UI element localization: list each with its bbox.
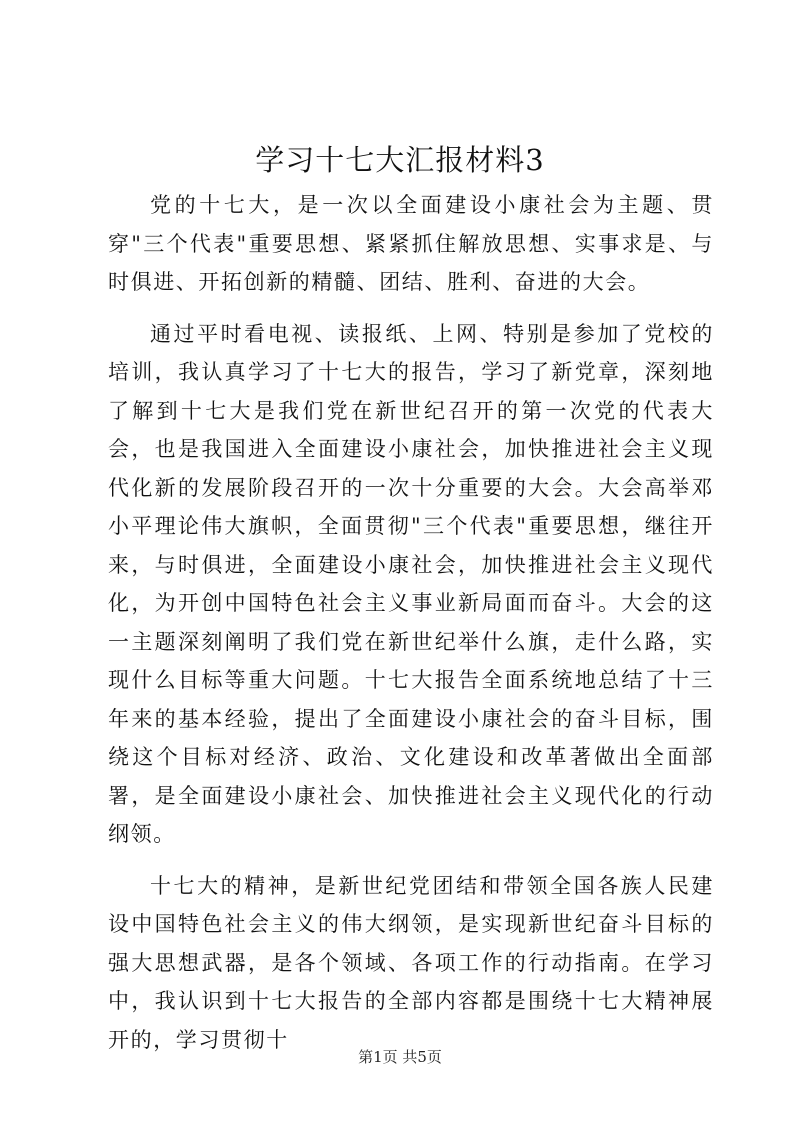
paragraph-1: 党的十七大，是一次以全面建设小康社会为主题、贯穿"三个代表"重要思想、紧紧抓住解放思想、实事求是、与时俱进、开拓创新的精髓、团结、胜利、奋进的大会。	[108, 193, 714, 294]
document-body	[108, 186, 714, 1072]
paragraph-2: 通过平时看电视、读报纸、上网、特别是参加了党校的培训，我认真学习了十七大的报告，学习了新党章，深刻地了解到十七大是我们党在新世纪召开的第一次党的代表大会，也是我国进入全面建设小康社会，加快推进社会主义现代化新的发展阶段召开的一次十分重要的大会。大会高举邓小平理论伟大旗帜，全面贯彻"三个代表"重要思想，继往开来，与时俱进，全面建设小康社会，加快推进社会主义现代化，为开创中国特色社会主义事业新局面而奋斗。大会的这一主题深刻阐明了我们党在新世纪举什么旗，走什么路，实现什么目标等重大问题。十七大报告全面系统地总结了十三年来的基本经验，提出了全面建设小康社会的奋斗目标，围绕这个目标对经济、政治、文化建设和改革著做出全面部署，是全面建设小康社会、加快推进社会主义现代化的行动纲领。	[108, 321, 714, 846]
paragraph-3: 十七大的精神，是新世纪党团结和带领全国各族人民建设中国特色社会主义的伟大纲领，是实现新世纪奋斗目标的强大思想武器，是各个领域、各项工作的行动指南。在学习中，我认识到十七大报告的全部内容都是围绕十七大精神展开的，学习贯彻十	[108, 873, 714, 1052]
page-number-footer: 第1页 共5页	[358, 1048, 442, 1066]
document-title: 学习十七大汇报材料3	[255, 143, 545, 177]
